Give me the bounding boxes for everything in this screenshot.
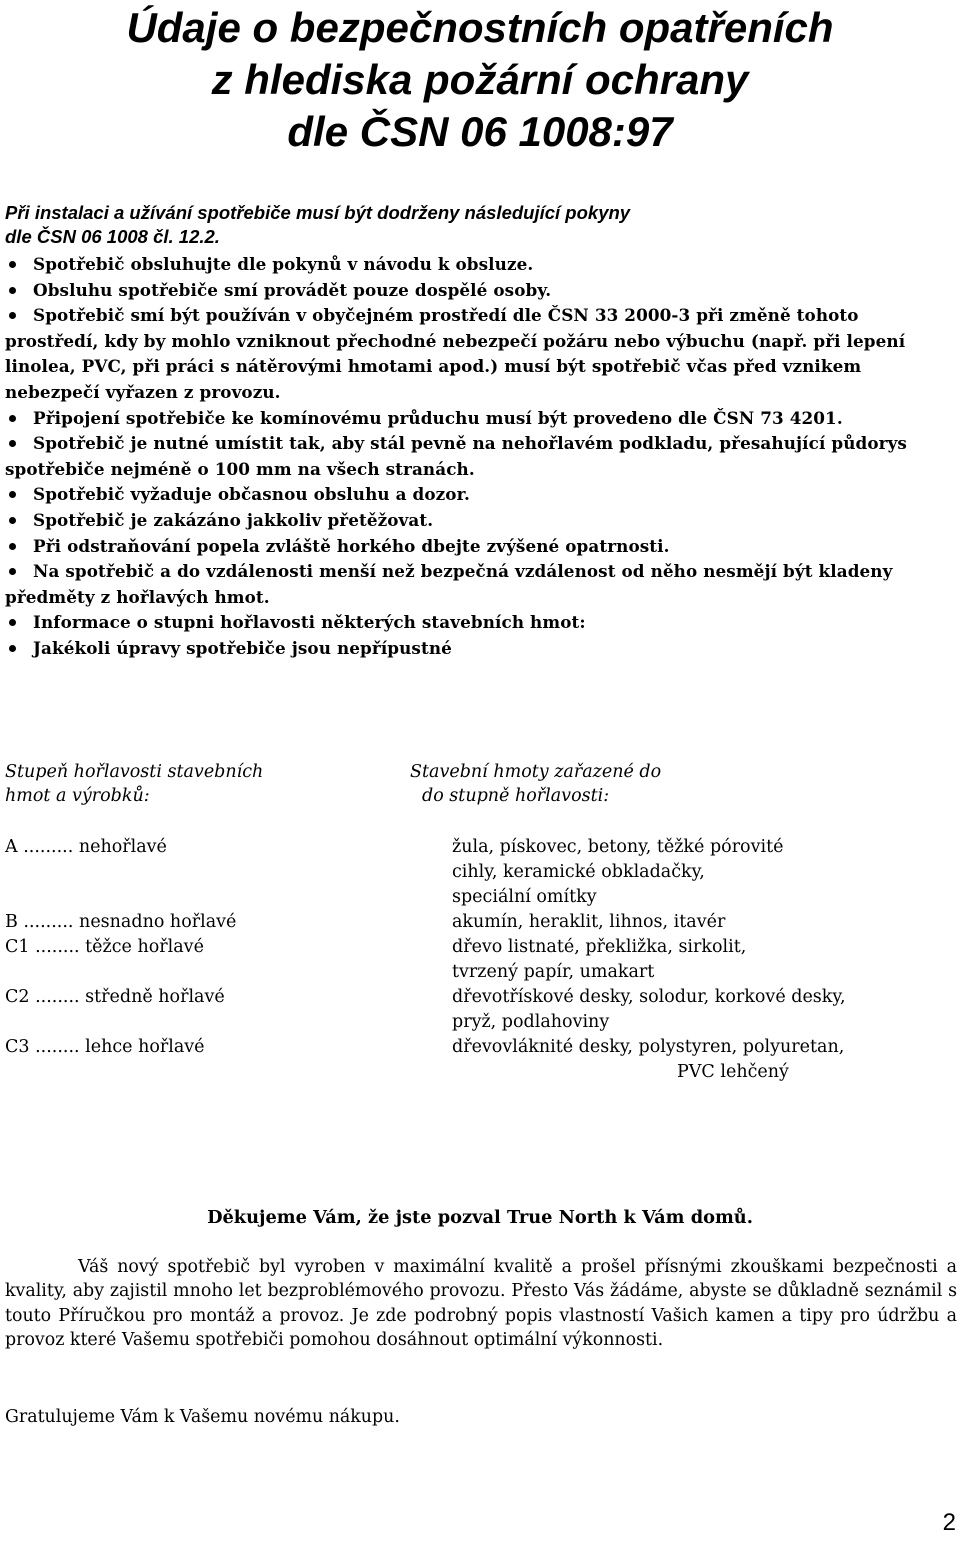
list-item-text: Spotřebič smí být používán v obyčejném prostředí dle ČSN 33 2000-3 při změně tohoto prostředí, kdy by mohlo vzniknout přechodné nebezpečí požáru nebo výbuchu (např. při lepení linolea, PVC, při práci s nátěrovými hmotami apod.) musí být spotřebič včas před vznikem nebezpečí vyřazen z provozu. bbox=[5, 305, 906, 402]
list-item-text: Na spotřebič a do vzdálenosti menší než bezpečná vzdálenost od něho nesmějí být kladeny předměty z hořlavých hmot. bbox=[5, 561, 893, 607]
header-right-line-2: do stupně hořlavosti: bbox=[422, 786, 610, 806]
intro-line-2: dle ČSN 06 1008 čl. 12.2. bbox=[5, 226, 220, 247]
flammability-table bbox=[5, 835, 955, 1085]
list-item bbox=[5, 636, 955, 662]
bullet-icon bbox=[9, 619, 16, 626]
flammability-class: C1 ........ těžce hořlavé bbox=[5, 937, 204, 957]
list-item bbox=[5, 559, 955, 610]
materials-line: tvrzený papír, umakart bbox=[452, 962, 655, 982]
intro-paragraph: Váš nový spotřebič byl vyroben v maximální kvalitě a prošel přísnými zkouškami bezpečnosti a kvality, aby zajistil mnoho let bezproblémového provozu. Přesto Vás žádáme, abyste se důkladně seznámil s touto Příručkou pro montáž a provoz. Je zde podrobný popis vlastností Vašich kamen a tipy pro údržbu a provoz které Vašemu spotřebiči pomohou dosáhnout optimální výkonnosti. bbox=[5, 1257, 957, 1351]
table-header-left bbox=[5, 760, 263, 808]
table-row bbox=[5, 935, 955, 985]
title-line-3: dle ČSN 06 1008:97 bbox=[287, 108, 673, 155]
document-title bbox=[0, 2, 960, 158]
list-item bbox=[5, 534, 955, 560]
list-item bbox=[5, 252, 955, 278]
list-item-text: Spotřebič obsluhujte dle pokynů v návodu k obsluze. bbox=[33, 254, 534, 274]
congratulations-text: Gratulujeme Vám k Vašemu novému nákupu. bbox=[5, 1407, 400, 1427]
bullet-icon bbox=[9, 261, 16, 268]
flammability-class: A ......... nehořlavé bbox=[5, 837, 167, 857]
thanks-heading: Děkujeme Vám, že jste pozval True North k Vám domů. bbox=[207, 1207, 753, 1228]
table-row bbox=[5, 985, 955, 1035]
intro-line-1: Při instalaci a užívání spotřebiče musí být dodrženy následující pokyny bbox=[5, 202, 631, 223]
materials-line: dřevotřískové desky, solodur, korkové desky, bbox=[452, 987, 846, 1007]
bullet-icon bbox=[9, 491, 16, 498]
title-line-1: Údaje o bezpečnostních opatřeních bbox=[126, 4, 834, 51]
materials-cell bbox=[452, 985, 955, 1035]
list-item-text: Připojení spotřebiče ke komínovému průduchu musí být provedeno dle ČSN 73 4201. bbox=[33, 407, 843, 428]
bullet-icon bbox=[9, 645, 16, 652]
flammability-class: C3 ........ lehce hořlavé bbox=[5, 1037, 205, 1057]
intro-text bbox=[5, 201, 945, 249]
list-item bbox=[5, 610, 955, 636]
materials-cell bbox=[452, 835, 955, 910]
list-item bbox=[5, 278, 955, 304]
materials-line: PVC lehčený bbox=[677, 1062, 789, 1082]
list-item bbox=[5, 406, 955, 432]
title-line-2: z hlediska požární ochrany bbox=[211, 56, 749, 103]
materials-line: dřevovláknité desky, polystyren, polyuretan, bbox=[452, 1037, 845, 1057]
page-number: 2 bbox=[942, 1509, 956, 1536]
materials-cell bbox=[452, 910, 955, 935]
list-item-text: Spotřebič je nutné umístit tak, aby stál pevně na nehořlavém podkladu, přesahující půdorys spotřebiče nejméně o 100 mm na všech stranách. bbox=[5, 433, 907, 479]
bullet-icon bbox=[9, 568, 16, 575]
table-row bbox=[5, 910, 955, 935]
list-item bbox=[5, 303, 955, 405]
list-item-text: Při odstraňování popela zvláště horkého dbejte zvýšené opatrnosti. bbox=[33, 535, 670, 556]
bullet-icon bbox=[9, 287, 16, 294]
materials-line: pryž, podlahoviny bbox=[452, 1012, 610, 1032]
bullet-icon bbox=[9, 440, 16, 447]
materials-cell bbox=[452, 1035, 955, 1085]
bullet-icon bbox=[9, 312, 16, 319]
table-row bbox=[5, 835, 955, 910]
list-item-text: Informace o stupni hořlavosti některých stavebních hmot: bbox=[33, 612, 586, 633]
table-header-right bbox=[410, 760, 661, 808]
safety-instructions-list bbox=[5, 252, 955, 662]
flammability-class: C2 ........ středně hořlavé bbox=[5, 987, 225, 1007]
bullet-icon bbox=[9, 517, 16, 524]
bullet-icon bbox=[9, 415, 16, 422]
header-right-line-1: Stavební hmoty zařazené do bbox=[410, 762, 662, 782]
list-item-text: Spotřebič je zakázáno jakkoliv přetěžovat. bbox=[33, 509, 434, 530]
materials-line: speciální omítky bbox=[452, 887, 597, 907]
list-item bbox=[5, 431, 955, 482]
materials-cell bbox=[452, 935, 955, 985]
list-item-text: Jakékoli úpravy spotřebiče jsou nepřípustné bbox=[33, 637, 452, 658]
bullet-icon bbox=[9, 543, 16, 550]
flammability-class: B ......... nesnadno hořlavé bbox=[5, 912, 237, 932]
list-item bbox=[5, 482, 955, 508]
header-left-line-2: hmot a výrobků: bbox=[5, 786, 150, 806]
materials-line: akumín, heraklit, lihnos, itavér bbox=[452, 912, 726, 932]
list-item-text: Obsluhu spotřebiče smí provádět pouze dospělé osoby. bbox=[33, 279, 552, 300]
header-left-line-1: Stupeň hořlavosti stavebních bbox=[5, 762, 264, 782]
list-item bbox=[5, 508, 955, 534]
list-item-text: Spotřebič vyžaduje občasnou obsluhu a dozor. bbox=[33, 484, 470, 505]
table-row bbox=[5, 1035, 955, 1085]
materials-line: dřevo listnaté, překližka, sirkolit, bbox=[452, 937, 747, 957]
materials-line: žula, pískovec, betony, těžké pórovité bbox=[452, 837, 784, 857]
materials-line: cihly, keramické obkladačky, bbox=[452, 862, 705, 882]
